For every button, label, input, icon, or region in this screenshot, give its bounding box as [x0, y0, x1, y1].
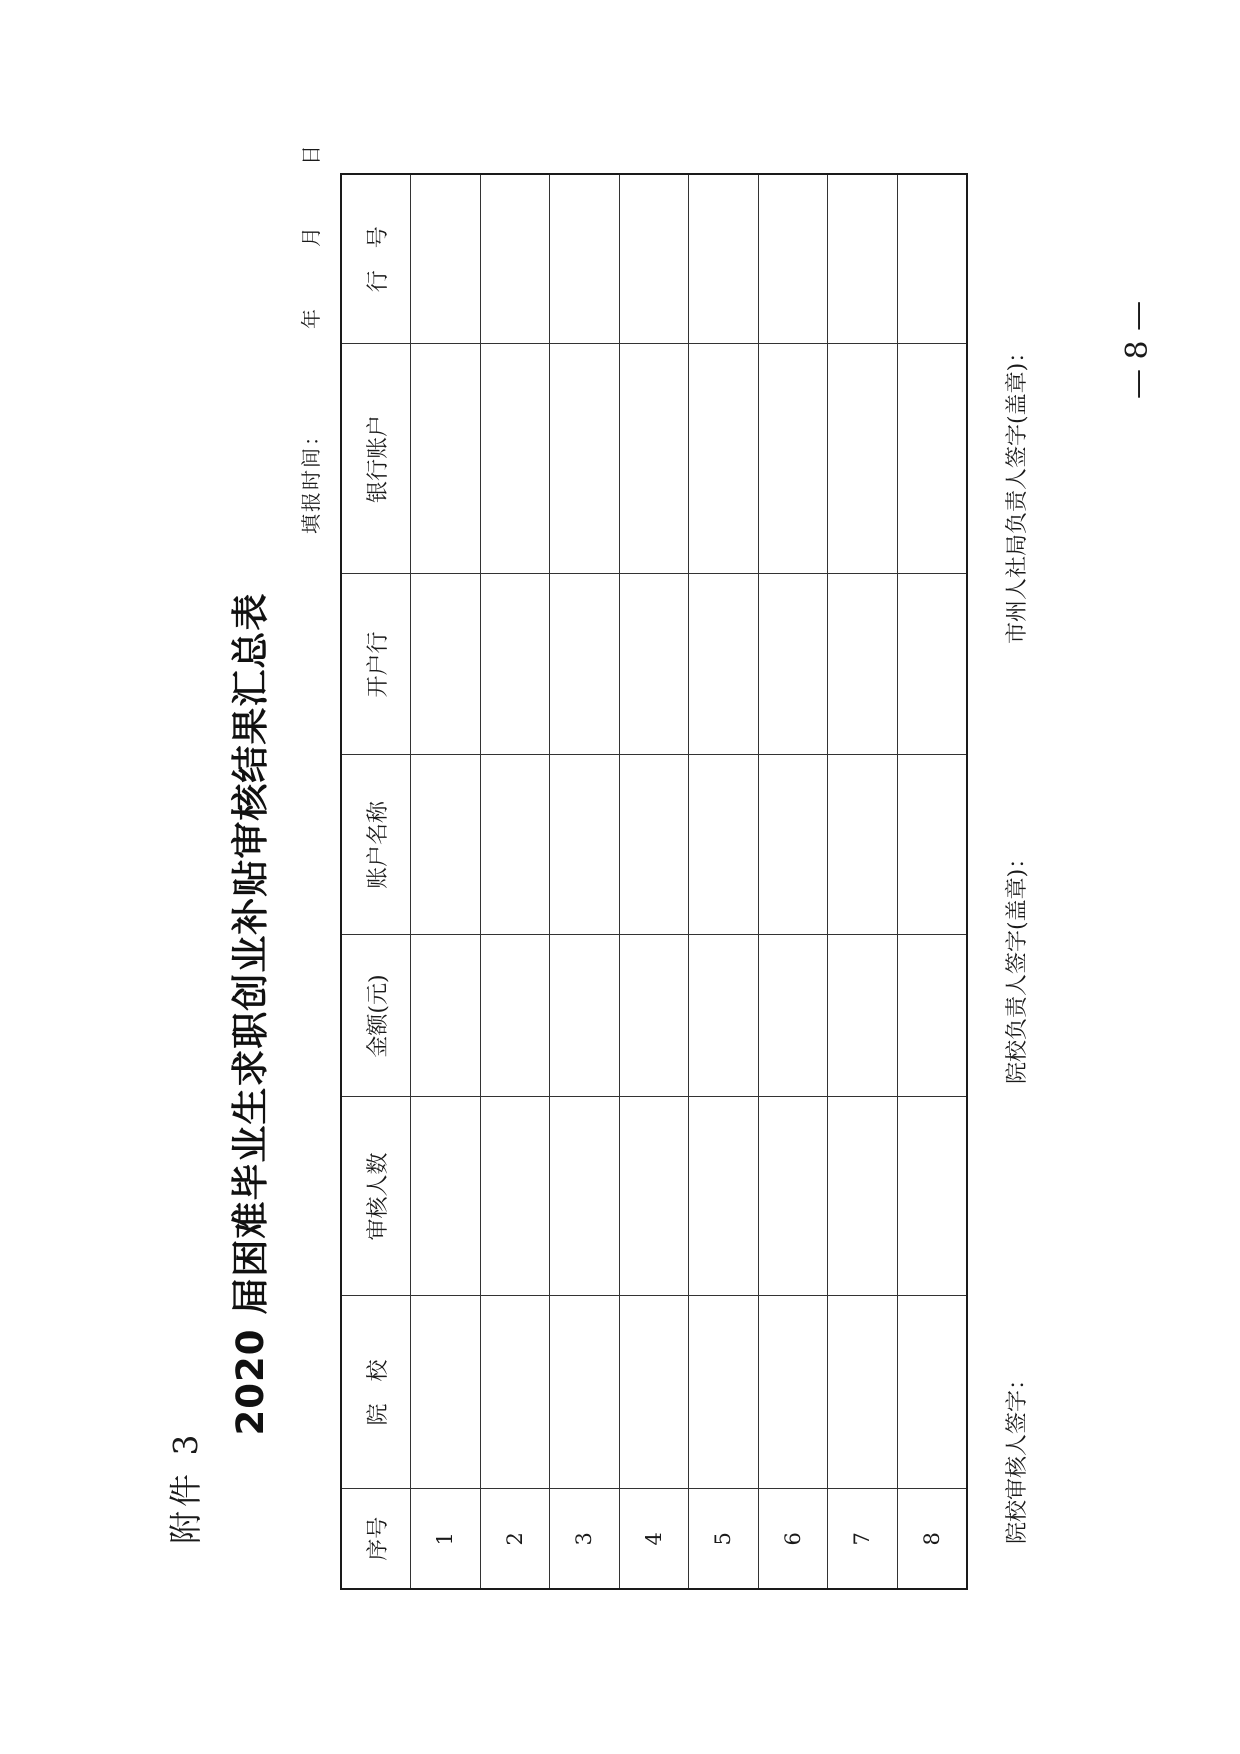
- table-header-row: [341, 174, 411, 1589]
- cell-seq: 2: [480, 1489, 550, 1589]
- cell-seq: 1: [411, 1489, 481, 1589]
- header-bank-account: 银行账户: [341, 344, 411, 574]
- cell-bank[interactable]: [619, 574, 689, 755]
- cell-reviewed-count[interactable]: [758, 1097, 828, 1296]
- fill-time-label: 填报时间：: [299, 424, 323, 534]
- cell-bank-code[interactable]: [550, 174, 620, 344]
- cell-reviewed-count[interactable]: [828, 1097, 898, 1296]
- cell-account-name[interactable]: [550, 755, 620, 935]
- fill-time-day: 日: [299, 145, 323, 165]
- cell-account-name[interactable]: [828, 755, 898, 935]
- table-row: [897, 174, 967, 1589]
- cell-bank-account[interactable]: [411, 344, 481, 574]
- cell-seq: 3: [550, 1489, 620, 1589]
- page-number: — 8 —: [1120, 300, 1155, 399]
- cell-bank-code[interactable]: [619, 174, 689, 344]
- header-bank: 开户行: [341, 574, 411, 755]
- cell-seq: 8: [897, 1489, 967, 1589]
- cell-account-name[interactable]: [619, 755, 689, 935]
- signature-school-reviewer: 院校审核人签字：: [1005, 1367, 1030, 1544]
- cell-reviewed-count[interactable]: [550, 1097, 620, 1296]
- cell-bank-account[interactable]: [828, 344, 898, 574]
- cell-amount[interactable]: [689, 935, 759, 1097]
- cell-bank-account[interactable]: [758, 344, 828, 574]
- cell-bank[interactable]: [758, 574, 828, 755]
- cell-amount[interactable]: [411, 935, 481, 1097]
- table-row: [758, 174, 828, 1589]
- table-row: [480, 174, 550, 1589]
- cell-school[interactable]: [689, 1296, 759, 1489]
- header-reviewed-count: 审核人数: [341, 1097, 411, 1296]
- table-row: [411, 174, 481, 1589]
- cell-seq: 6: [758, 1489, 828, 1589]
- cell-school[interactable]: [758, 1296, 828, 1489]
- cell-bank[interactable]: [828, 574, 898, 755]
- cell-seq: 5: [689, 1489, 759, 1589]
- cell-seq: 4: [619, 1489, 689, 1589]
- cell-amount[interactable]: [758, 935, 828, 1097]
- cell-account-name[interactable]: [897, 755, 967, 935]
- cell-bank-account[interactable]: [550, 344, 620, 574]
- header-account-name: 账户名称: [341, 755, 411, 935]
- cell-bank[interactable]: [897, 574, 967, 755]
- cell-bank[interactable]: [550, 574, 620, 755]
- header-school: 院 校: [341, 1296, 411, 1489]
- page-title: 2020 届困难毕业生求职创业补贴审核结果汇总表: [229, 592, 272, 1436]
- cell-amount[interactable]: [619, 935, 689, 1097]
- cell-bank-account[interactable]: [689, 344, 759, 574]
- cell-bank-code[interactable]: [828, 174, 898, 344]
- header-seq: 序号: [341, 1489, 411, 1589]
- table-row: [828, 174, 898, 1589]
- cell-account-name[interactable]: [758, 755, 828, 935]
- cell-school[interactable]: [550, 1296, 620, 1489]
- cell-reviewed-count[interactable]: [411, 1097, 481, 1296]
- signature-school-head: 院校负责人签字(盖章)：: [1005, 846, 1030, 1084]
- table-row: [689, 174, 759, 1589]
- cell-seq: 7: [828, 1489, 898, 1589]
- cell-amount[interactable]: [550, 935, 620, 1097]
- header-amount: 金额(元): [341, 935, 411, 1097]
- cell-bank-account[interactable]: [480, 344, 550, 574]
- cell-school[interactable]: [411, 1296, 481, 1489]
- cell-school[interactable]: [480, 1296, 550, 1489]
- fill-time-year: 年: [299, 309, 323, 329]
- summary-table: [340, 173, 968, 1590]
- cell-reviewed-count[interactable]: [619, 1097, 689, 1296]
- cell-bank[interactable]: [411, 574, 481, 755]
- attachment-label: 附件 3: [166, 1430, 205, 1544]
- cell-bank-account[interactable]: [897, 344, 967, 574]
- cell-school[interactable]: [897, 1296, 967, 1489]
- table-row: [550, 174, 620, 1589]
- signature-bureau-head: 市州人社局负责人签字(盖章)：: [1005, 340, 1030, 644]
- fill-time: [295, 145, 324, 534]
- cell-reviewed-count[interactable]: [689, 1097, 759, 1296]
- fill-time-month: 月: [299, 227, 323, 247]
- cell-school[interactable]: [619, 1296, 689, 1489]
- cell-amount[interactable]: [480, 935, 550, 1097]
- cell-reviewed-count[interactable]: [480, 1097, 550, 1296]
- cell-bank-code[interactable]: [758, 174, 828, 344]
- cell-reviewed-count[interactable]: [897, 1097, 967, 1296]
- cell-account-name[interactable]: [689, 755, 759, 935]
- cell-bank-code[interactable]: [480, 174, 550, 344]
- header-bank-code: 行 号: [341, 174, 411, 344]
- cell-account-name[interactable]: [411, 755, 481, 935]
- cell-account-name[interactable]: [480, 755, 550, 935]
- cell-amount[interactable]: [897, 935, 967, 1097]
- cell-bank-code[interactable]: [897, 174, 967, 344]
- cell-bank-code[interactable]: [411, 174, 481, 344]
- cell-bank-code[interactable]: [689, 174, 759, 344]
- table-row: [619, 174, 689, 1589]
- cell-amount[interactable]: [828, 935, 898, 1097]
- cell-bank-account[interactable]: [619, 344, 689, 574]
- cell-school[interactable]: [828, 1296, 898, 1489]
- cell-bank[interactable]: [689, 574, 759, 755]
- cell-bank[interactable]: [480, 574, 550, 755]
